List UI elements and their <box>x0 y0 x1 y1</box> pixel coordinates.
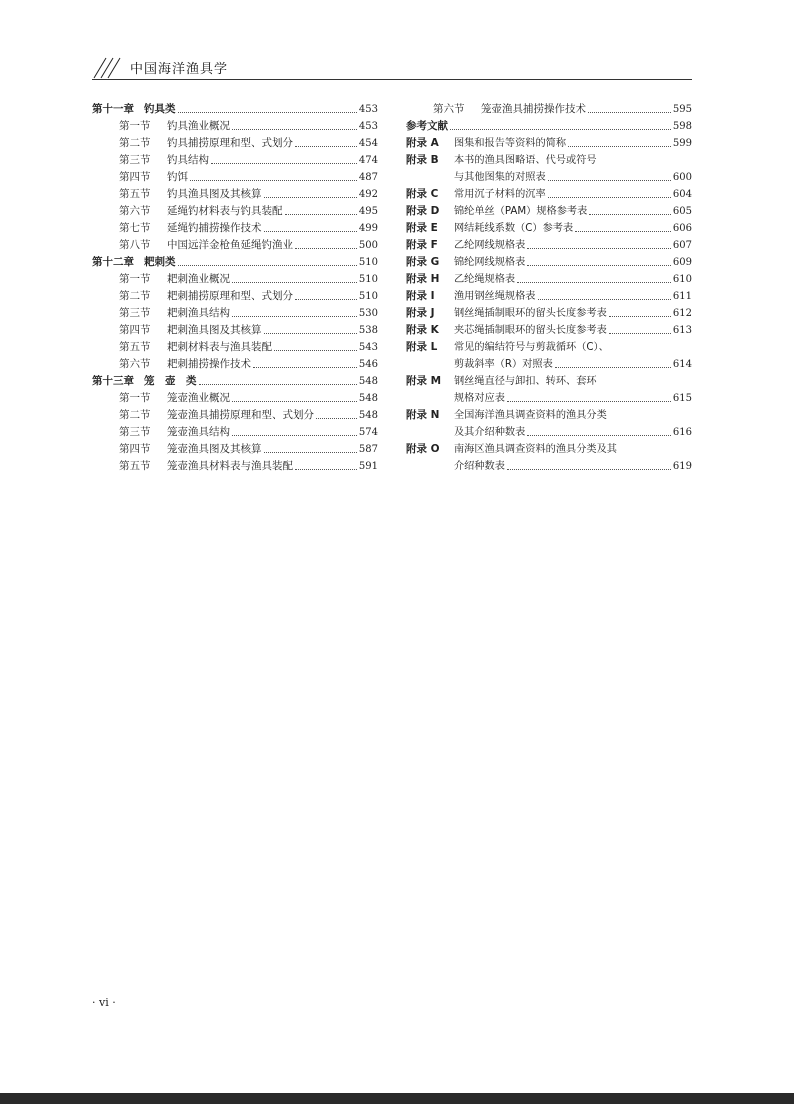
dot-leader <box>507 400 671 402</box>
toc-entry <box>406 186 692 203</box>
dot-leader <box>568 145 671 147</box>
toc-entry-page: 600 <box>672 172 692 183</box>
toc-entry-title: 乙纶绳规格表 <box>454 274 516 285</box>
toc-entry <box>406 135 692 152</box>
toc-entry-page: 510 <box>358 274 378 285</box>
book-title: 中国海洋渔具学 <box>130 62 229 77</box>
toc-entry-label: 第六节 <box>119 205 151 217</box>
toc-entry-page: 599 <box>672 138 692 149</box>
toc-entry-label: 第五节 <box>119 341 151 353</box>
dot-leader <box>609 315 671 317</box>
toc-entry <box>92 373 378 390</box>
toc-entry-title: 笼壶渔具捕捞原理和型、式划分 <box>167 409 314 421</box>
toc-entry-label: 附录 C <box>406 188 439 200</box>
toc-entry-page: 510 <box>358 291 378 302</box>
toc-entry-label: 第一节 <box>119 120 151 132</box>
toc-entry-label: 第七节 <box>119 222 151 234</box>
dot-leader <box>274 349 357 351</box>
toc-entry-label: 第一节 <box>119 392 151 404</box>
toc-entry-label: 附录 K <box>406 324 439 336</box>
toc-entry-page: 495 <box>358 206 378 217</box>
toc-entry <box>92 390 378 407</box>
toc-entry-title: 常见的编结符号与剪裁循环（C）、 <box>454 342 609 353</box>
toc-entry-label: 第二节 <box>119 137 151 149</box>
toc-entry-page: 614 <box>672 359 692 370</box>
toc-entry-page: 619 <box>672 461 692 472</box>
toc-entry-title: 笼壶渔具结构 <box>167 426 230 438</box>
toc-entry <box>92 322 378 339</box>
toc-entry <box>92 186 378 203</box>
dot-leader <box>316 417 357 419</box>
toc-entry-title: 钓具渔业概况 <box>167 120 230 132</box>
toc-entry-label: 第十一章 <box>92 103 134 115</box>
toc-entry <box>92 288 378 305</box>
page-folio: · vi · <box>92 996 116 1009</box>
toc-entry-page: 587 <box>358 444 378 455</box>
toc-entry-label: 附录 J <box>406 307 435 319</box>
toc-entry-page: 591 <box>358 461 378 472</box>
toc-entry-title: 耙刺渔具结构 <box>167 307 230 319</box>
toc-entry-page: 548 <box>358 376 378 387</box>
toc-entry-title: 延绳钓材料表与钓具装配 <box>167 205 283 217</box>
dot-leader <box>264 451 357 453</box>
toc-entry <box>406 322 692 339</box>
toc-entry-page: 574 <box>358 427 378 438</box>
toc-entry-label: 第五节 <box>119 460 151 472</box>
toc-entry-title: 耙刺渔具图及其核算 <box>167 324 262 336</box>
toc-entry <box>406 424 692 441</box>
toc-entry-label: 第一节 <box>119 273 151 285</box>
toc-entry-label: 附录 G <box>406 256 440 268</box>
toc-entry <box>406 441 692 458</box>
dot-leader <box>575 230 671 232</box>
toc-entry-title: 南海区渔具调查资料的渔具分类及其 <box>454 444 617 455</box>
dot-leader <box>253 366 357 368</box>
dot-leader <box>285 213 357 215</box>
dot-leader <box>232 281 357 283</box>
toc-entry-title: 笼壶渔业概况 <box>167 392 230 404</box>
toc-entry-title: 全国海洋渔具调查资料的渔具分类 <box>454 410 607 421</box>
toc-entry-label: 第四节 <box>119 171 151 183</box>
toc-entry-title: 钓具类 <box>144 103 176 115</box>
toc-entry <box>406 254 692 271</box>
dot-leader <box>517 281 671 283</box>
toc-entry-label: 附录 I <box>406 290 435 302</box>
toc-entry-label: 附录 F <box>406 239 438 251</box>
toc-entry-label: 附录 H <box>406 273 440 285</box>
toc-entry-title: 中国远洋金枪鱼延绳钓渔业 <box>167 239 293 251</box>
toc-entry <box>92 203 378 220</box>
toc-entry <box>406 271 692 288</box>
toc-entry <box>406 152 692 169</box>
toc-entry-page: 612 <box>672 308 692 319</box>
toc-entry <box>92 458 378 475</box>
toc-entry <box>406 458 692 475</box>
toc-entry-page: 530 <box>358 308 378 319</box>
dot-leader <box>295 145 357 147</box>
dot-leader <box>211 162 357 164</box>
toc-entry-label: 第六节 <box>433 103 465 115</box>
toc-entry-title: 图集和报告等资料的简称 <box>454 138 567 149</box>
bottom-bar <box>0 1093 794 1104</box>
toc-entry-page: 595 <box>672 104 692 115</box>
toc-entry-title: 笼 壶 类 <box>144 375 197 387</box>
toc-entry-page: 492 <box>358 189 378 200</box>
toc-entry-label: 第六节 <box>119 358 151 370</box>
toc-left-column <box>92 101 378 475</box>
dot-leader <box>450 128 671 130</box>
dot-leader <box>609 332 671 334</box>
toc-entry <box>92 135 378 152</box>
toc-entry-title: 耙刺捕捞原理和型、式划分 <box>167 290 293 302</box>
toc-entry-page: 616 <box>672 427 692 438</box>
toc-entry <box>92 220 378 237</box>
dot-leader <box>527 434 671 436</box>
dot-leader <box>264 196 357 198</box>
toc-entry-title: 夹芯绳插制眼环的留头长度参考表 <box>454 325 607 336</box>
toc-entry-label: 第四节 <box>119 324 151 336</box>
toc-entry-page: 613 <box>672 325 692 336</box>
toc-entry-title: 耙刺渔业概况 <box>167 273 230 285</box>
toc-entry-title: 笼壶渔具捕捞操作技术 <box>481 103 586 115</box>
toc-entry-label: 附录 N <box>406 409 440 421</box>
toc-entry-title: 规格对应表 <box>454 393 505 404</box>
toc-entry <box>406 373 692 390</box>
toc-entry-label: 第二节 <box>119 290 151 302</box>
toc-entry-title: 耙刺材料表与渔具装配 <box>167 341 272 353</box>
toc-entry-title: 钢丝绳插制眼环的留头长度参考表 <box>454 308 607 319</box>
toc-entry-title: 本书的渔具图略语、代号或符号 <box>454 155 597 166</box>
toc-entry <box>92 356 378 373</box>
toc-entry-label: 附录 O <box>406 443 440 455</box>
toc-right-column <box>406 101 692 475</box>
toc-entry-label: 第十二章 <box>92 256 134 268</box>
toc-entry-page: 499 <box>358 223 378 234</box>
toc-entry-page: 605 <box>672 206 692 217</box>
toc-entry-page: 510 <box>358 257 378 268</box>
toc-entry <box>92 305 378 322</box>
toc-entry <box>92 169 378 186</box>
dot-leader <box>199 383 357 385</box>
toc-entry-label: 第三节 <box>119 154 151 166</box>
dot-leader <box>295 468 357 470</box>
toc-entry-page: 598 <box>672 121 692 132</box>
toc-entry-page: 454 <box>358 138 378 149</box>
toc-entry-title: 耙刺类 <box>144 256 176 268</box>
toc-entry <box>92 101 378 118</box>
toc-entry-title: 锦纶网线规格表 <box>454 257 526 268</box>
toc-entry-title: 乙纶网线规格表 <box>454 240 526 251</box>
toc-entry-page: 611 <box>672 291 692 302</box>
toc-entry-page: 615 <box>672 393 692 404</box>
toc-entry-label: 第十三章 <box>92 375 134 387</box>
dot-leader <box>190 179 357 181</box>
toc-entry-title: 锦纶单丝（PAM）规格参考表 <box>454 206 588 217</box>
toc-entry-label: 第三节 <box>119 426 151 438</box>
header-rule <box>92 79 692 80</box>
toc-entry-label: 附录 M <box>406 375 442 387</box>
dot-leader <box>232 128 357 130</box>
header-slash-ornament <box>92 56 128 80</box>
toc-entry-title: 钢丝绳直径与卸扣、转环、套环 <box>454 376 597 387</box>
dot-leader <box>178 264 357 266</box>
toc-entry-label: 第四节 <box>119 443 151 455</box>
toc-entry-page: 453 <box>358 121 378 132</box>
toc-entry <box>406 390 692 407</box>
toc-entry-page: 543 <box>358 342 378 353</box>
toc-entry-page: 487 <box>358 172 378 183</box>
toc-entry <box>92 254 378 271</box>
toc-entry <box>92 152 378 169</box>
dot-leader <box>527 247 671 249</box>
toc-entry-page: 538 <box>358 325 378 336</box>
dot-leader <box>589 213 671 215</box>
toc-entry-title: 笼壶渔具图及其核算 <box>167 443 262 455</box>
toc-entry <box>406 237 692 254</box>
dot-leader <box>555 366 671 368</box>
dot-leader <box>232 400 357 402</box>
dot-leader <box>232 315 357 317</box>
dot-leader <box>548 196 671 198</box>
toc-entry <box>406 101 692 118</box>
dot-leader <box>507 468 671 470</box>
dot-leader <box>264 332 357 334</box>
toc-entry <box>406 203 692 220</box>
toc-entry-label: 第八节 <box>119 239 151 251</box>
toc-entry-title: 耙刺捕捞操作技术 <box>167 358 251 370</box>
toc-entry <box>406 118 692 135</box>
toc-entry-label: 第二节 <box>119 409 151 421</box>
toc-entry-title: 钓具渔具图及其核算 <box>167 188 262 200</box>
dot-leader <box>295 247 357 249</box>
toc-entry-title: 钓具结构 <box>167 154 209 166</box>
toc-entry-label: 附录 B <box>406 154 439 166</box>
toc-entry-title: 及其介绍种数表 <box>454 427 526 438</box>
dot-leader <box>178 111 357 113</box>
dot-leader <box>588 111 671 113</box>
toc-entry-page: 604 <box>672 189 692 200</box>
dot-leader <box>232 434 357 436</box>
toc-entry-title: 参考文献 <box>406 120 448 132</box>
toc-entry <box>406 407 692 424</box>
toc-entry <box>92 271 378 288</box>
toc-entry-page: 548 <box>358 393 378 404</box>
toc-entry-page: 607 <box>672 240 692 251</box>
dot-leader <box>264 230 357 232</box>
toc-entry-page: 546 <box>358 359 378 370</box>
toc-entry-label: 附录 A <box>406 137 439 149</box>
toc-entry <box>406 288 692 305</box>
toc-entry <box>406 305 692 322</box>
toc-entry <box>406 220 692 237</box>
toc-entry <box>406 356 692 373</box>
dot-leader <box>538 298 671 300</box>
toc-entry-page: 548 <box>358 410 378 421</box>
toc-entry-title: 钓饵 <box>167 171 188 183</box>
toc-entry-title: 延绳钓捕捞操作技术 <box>167 222 262 234</box>
toc-entry-title: 渔用钢丝绳规格表 <box>454 291 536 302</box>
toc-entry-title: 介绍种数表 <box>454 461 505 472</box>
toc-entry-label: 第五节 <box>119 188 151 200</box>
toc-entry <box>92 407 378 424</box>
toc-entry <box>92 118 378 135</box>
toc-entry <box>92 237 378 254</box>
toc-entry-page: 474 <box>358 155 378 166</box>
toc-entry-title: 笼壶渔具材料表与渔具装配 <box>167 460 293 472</box>
toc-entry-title: 剪裁斜率（R）对照表 <box>454 359 553 370</box>
toc-entry-page: 606 <box>672 223 692 234</box>
toc-entry-title: 常用沉子材料的沉率 <box>454 189 546 200</box>
toc-entry <box>92 339 378 356</box>
toc-entry-page: 500 <box>358 240 378 251</box>
toc-entry <box>406 169 692 186</box>
toc-entry <box>92 424 378 441</box>
dot-leader <box>295 298 357 300</box>
toc-entry <box>92 441 378 458</box>
dot-leader <box>548 179 671 181</box>
toc-entry-page: 453 <box>358 104 378 115</box>
toc-entry-title: 钓具捕捞原理和型、式划分 <box>167 137 293 149</box>
running-header <box>92 56 692 80</box>
toc-entry-label: 第三节 <box>119 307 151 319</box>
toc-entry-label: 附录 E <box>406 222 438 234</box>
toc-entry-title: 与其他图集的对照表 <box>454 172 546 183</box>
toc-entry <box>406 339 692 356</box>
toc-entry-label: 附录 D <box>406 205 440 217</box>
dot-leader <box>527 264 671 266</box>
toc-entry-page: 609 <box>672 257 692 268</box>
toc-entry-title: 网结耗线系数（C）参考表 <box>454 223 574 234</box>
toc-entry-label: 附录 L <box>406 341 438 353</box>
toc-entry-page: 610 <box>672 274 692 285</box>
